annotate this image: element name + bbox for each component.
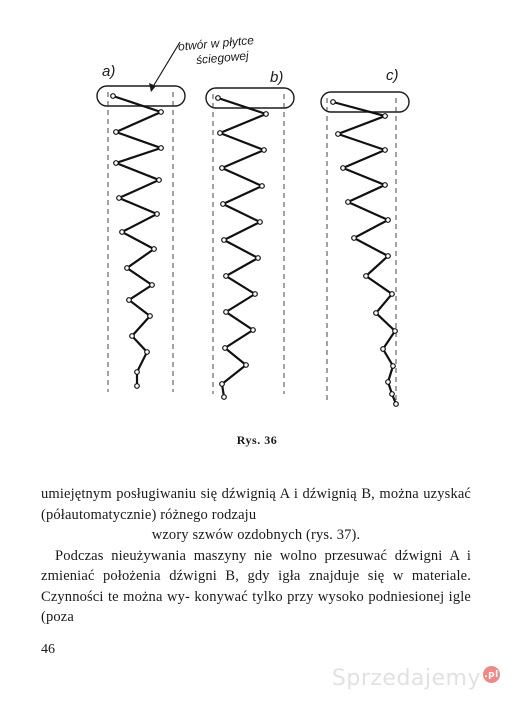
stitch-point — [253, 292, 258, 297]
body-text — [41, 484, 471, 628]
callout-label-line2: ściegowej — [195, 48, 250, 68]
stitch-point — [145, 350, 150, 355]
stitch-point — [256, 256, 261, 261]
stitch-point — [216, 96, 221, 101]
stitch-point — [222, 238, 227, 243]
stitch-point — [155, 212, 160, 217]
stitch-point — [221, 202, 226, 207]
stitch-point — [383, 114, 388, 119]
paragraph-2 — [41, 546, 471, 628]
stitch-point — [224, 310, 229, 315]
stitch-point — [364, 274, 369, 279]
figure-caption: Rys. 36 — [236, 433, 278, 447]
stitch-point — [393, 329, 398, 334]
stitch-point — [159, 110, 164, 115]
watermark-logo: .pl — [483, 666, 500, 683]
stitch-point — [352, 236, 357, 241]
stitch-point — [341, 166, 346, 171]
text-line: konywać tylko przy wysoko podniesionej igle (poza — [41, 588, 472, 625]
paragraph-1 — [41, 484, 471, 546]
stitch-point — [120, 230, 125, 235]
stitch-point — [386, 380, 391, 385]
watermark-text: Sprzedajemy — [331, 666, 481, 691]
text-line: wzory szwów ozdobnych (rys. 37). — [151, 527, 361, 543]
stitch-point — [251, 328, 256, 333]
stitch-point — [150, 283, 155, 288]
stitch-point — [391, 364, 396, 369]
stitch-point — [130, 334, 135, 339]
stitch-point — [386, 254, 391, 259]
text-line: umiejętnym posługiwaniu się dźwignią A i dźwignią — [41, 486, 357, 502]
zigzag-stitch-c — [333, 102, 396, 404]
stitch-point — [111, 94, 116, 99]
zigzag-stitch-b — [218, 98, 266, 397]
stitch-point — [390, 292, 395, 297]
panel-label-a: a) — [102, 63, 116, 80]
panel-label-b: b) — [270, 69, 284, 86]
stitch-point — [148, 314, 153, 319]
stitch-point — [127, 298, 132, 303]
stitch-point — [383, 183, 388, 188]
stitch-point — [386, 218, 391, 223]
stitch-point — [260, 184, 265, 189]
stitch-point — [152, 247, 157, 252]
callout-leader-line — [151, 42, 180, 90]
panel-label-c: c) — [386, 67, 399, 84]
stitch-point — [331, 100, 336, 105]
stitch-point — [114, 130, 119, 135]
stitch-point — [220, 382, 225, 387]
stitch-point — [374, 311, 379, 316]
page-number: 46 — [41, 642, 55, 657]
text-line: Podczas nieużywania maszyny nie wolno przesuwać — [55, 547, 388, 564]
watermark — [332, 666, 500, 691]
stitch-point — [244, 363, 249, 368]
callout-label-line1: otwór w płytce — [177, 33, 255, 54]
stitch-point — [159, 146, 164, 151]
stitch-point — [262, 148, 267, 153]
text-line: dźwigni A i zmieniać położenia dźwigni B, gdy igła — [41, 547, 471, 584]
stitch-point — [220, 166, 225, 171]
stitch-point — [222, 395, 227, 400]
stitch-point — [383, 148, 388, 153]
stitch-point — [157, 178, 162, 183]
stitch-point — [218, 131, 223, 136]
stitch-point — [381, 347, 386, 352]
stitch-point — [346, 200, 351, 205]
stitch-point — [125, 266, 130, 271]
stitch-point — [258, 220, 263, 225]
zigzag-stitch-a — [113, 96, 161, 386]
stitch-point — [135, 384, 140, 389]
stitch-point — [264, 112, 269, 117]
stitch-point — [336, 132, 341, 137]
stitch-point — [223, 346, 228, 351]
stitch-point — [117, 196, 122, 201]
stitch-point — [114, 161, 119, 166]
stitch-point — [394, 402, 399, 407]
stitch-point — [224, 274, 229, 279]
stitch-point — [135, 370, 140, 375]
text-line: B, można uzyskać (półautomatycznie) różnego rodzaju — [41, 486, 472, 523]
text-line: znajduje się w materiale. Czynności te można wy- — [41, 568, 471, 605]
stitch-point — [390, 392, 395, 397]
